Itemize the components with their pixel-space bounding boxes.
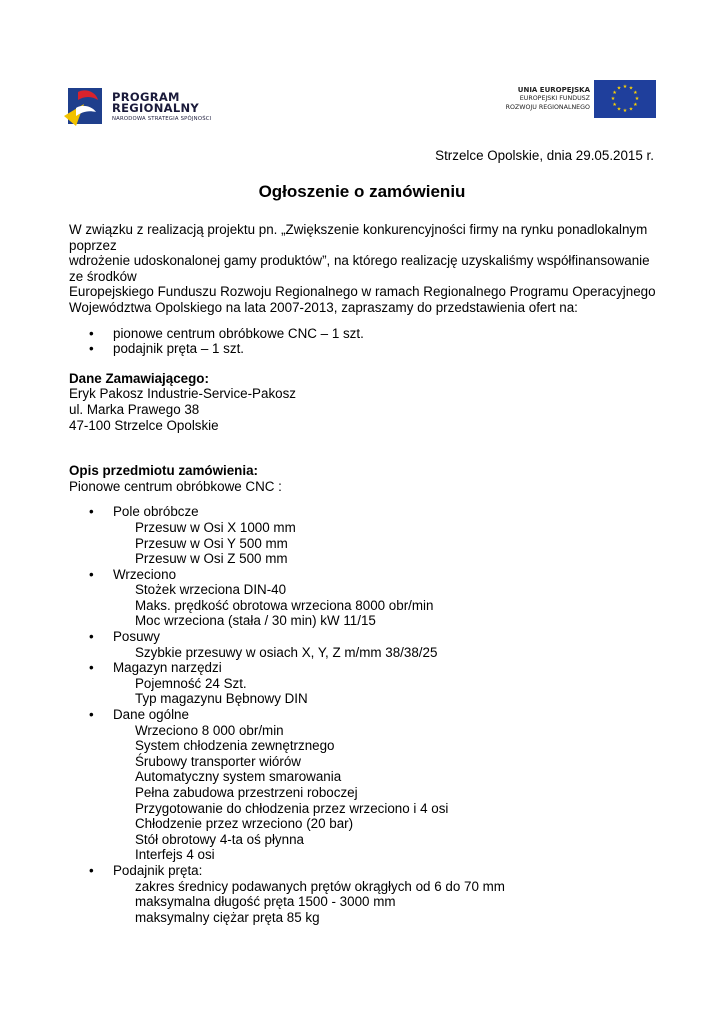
ordering-party-line: 47-100 Strzelce Opolskie <box>69 417 219 433</box>
spec-detail: Automatyczny system smarowania <box>135 769 342 785</box>
spec-group-name: • Posuwy <box>113 629 160 645</box>
spec-detail: Wrzeciono 8 000 obr/min <box>135 722 284 738</box>
subject-heading: Opis przedmiotu zamówienia: <box>69 463 258 479</box>
ordering-party-section <box>69 371 669 433</box>
intro-line: poprzez <box>69 237 117 253</box>
svg-text:★: ★ <box>622 84 628 90</box>
svg-text:★: ★ <box>610 96 616 102</box>
program-regionalny-emblem-icon <box>62 86 108 130</box>
logo-program-line: PROGRAM <box>112 90 180 104</box>
spec-group <box>69 629 669 660</box>
logo-regionalny-line: REGIONALNY <box>112 101 200 115</box>
spec-group-name: • Dane ogólne <box>113 707 189 723</box>
logo-strategy-line: NARODOWA STRATEGIA SPÓJNOŚCI <box>112 116 212 122</box>
spec-group-name: • Wrzeciono <box>113 566 177 582</box>
spec-group-name: • Magazyn narzędzi <box>113 660 222 676</box>
intro-line: W związku z realizacją projektu pn. „Zwiększenie konkurencyjności firmy na rynku ponadlokalnym <box>69 222 648 237</box>
spec-detail: Śrubowy transporter wiórów <box>135 753 301 769</box>
subject-subtitle: Pionowe centrum obróbkowe CNC : <box>69 478 282 494</box>
spec-detail: System chłodzenia zewnętrznego <box>135 738 335 754</box>
program-regionalny-logo <box>62 86 252 130</box>
spec-detail: Przygotowanie do chłodzenia przez wrzeciono i 4 osi <box>135 800 449 816</box>
offer-item: • podajnik pręta – 1 szt. <box>69 341 669 357</box>
spec-detail: Stół obrotowy 4-ta oś płynna <box>135 831 304 847</box>
svg-text:★: ★ <box>612 90 617 96</box>
spec-group-name: • Podajnik pręta: <box>113 862 203 878</box>
spec-group <box>69 567 669 629</box>
svg-text:★: ★ <box>633 90 638 96</box>
spec-group <box>69 504 669 566</box>
svg-text:★: ★ <box>634 96 640 102</box>
spec-detail: Interfejs 4 osi <box>135 847 215 863</box>
spec-group <box>69 863 669 925</box>
spec-group <box>69 707 669 863</box>
svg-text:★: ★ <box>628 85 634 92</box>
spec-detail: maksymalna długość pręta 1500 - 3000 mm <box>135 894 396 910</box>
ordering-party-line: ul. Marka Prawego 38 <box>69 401 200 417</box>
spec-detail: Szybkie przesuwy w osiach X, Y, Z m/mm 38/38/25 <box>135 644 438 660</box>
document-title: Ogłoszenie o zamówieniu <box>258 182 466 201</box>
ordering-party-heading: Dane Zamawiającego: <box>69 370 209 386</box>
spec-detail: Przesuw w Osi X 1000 mm <box>135 519 296 535</box>
eu-logo <box>478 80 658 118</box>
spec-detail: Typ magazynu Bębnowy DIN <box>135 691 308 707</box>
intro-line: Województwa Opolskiego na lata 2007-2013, zapraszamy do przedstawienia ofert na: <box>69 299 578 315</box>
spec-detail: Stożek wrzeciona DIN-40 <box>135 582 287 598</box>
spec-detail: maksymalny ciężar pręta 85 kg <box>135 909 320 925</box>
program-regionalny-wordmark <box>112 92 211 122</box>
intro-paragraph <box>69 222 669 316</box>
intro-line: Europejskiego Funduszu Rozwoju Regionalnego w ramach Regionalnego Programu Operacyjnego <box>69 284 656 300</box>
spec-group-name: • Pole obróbcze <box>113 504 199 520</box>
spec-detail: Pełna zabudowa przestrzeni roboczej <box>135 785 358 800</box>
offer-list <box>69 326 669 357</box>
svg-text:★: ★ <box>612 102 617 108</box>
spec-detail: Maks. prędkość obrotowa wrzeciona 8000 obr/min <box>135 597 434 613</box>
svg-text:★: ★ <box>622 108 628 114</box>
spec-detail: Pojemność 24 Szt. <box>135 675 247 691</box>
svg-text:★: ★ <box>628 106 634 113</box>
eu-flag-icon <box>594 80 656 118</box>
spec-detail: zakres średnicy podawanych prętów okrągłych od 6 do 70 mm <box>135 878 505 894</box>
eu-union-line: UNIA EUROPEJSKA <box>517 86 590 94</box>
svg-text:★: ★ <box>633 102 638 108</box>
spec-detail: Przesuw w Osi Y 500 mm <box>135 535 288 551</box>
intro-line: wdrożenie udoskonalonej gamy produktów”, na którego realizację uzyskaliśmy współfinansowanie <box>69 253 650 269</box>
spec-detail: Chłodzenie przez wrzeciono (20 bar) <box>135 816 354 832</box>
document-date: Strzelce Opolskie, dnia 29.05.2015 r. <box>435 148 654 163</box>
spec-detail: Moc wrzeciona (stała / 30 min) kW 11/15 <box>135 613 376 629</box>
eu-development-line: ROZWOJU REGIONALNEGO <box>505 103 590 111</box>
ordering-party-line: Eryk Pakosz Industrie-Service-Pakosz <box>69 386 296 402</box>
spec-detail: Przesuw w Osi Z 500 mm <box>135 551 288 567</box>
offer-item: • pionowe centrum obróbkowe CNC – 1 szt. <box>69 326 669 342</box>
document-body <box>69 222 669 925</box>
eu-wordmark <box>506 85 590 112</box>
spec-group <box>69 660 669 707</box>
svg-text:★: ★ <box>616 85 622 92</box>
subject-section <box>69 463 669 494</box>
eu-fund-line: EUROPEJSKI FUNDUSZ <box>519 95 590 102</box>
specs-list <box>69 504 669 925</box>
intro-line: ze środków <box>69 268 137 284</box>
svg-text:★: ★ <box>616 106 622 113</box>
